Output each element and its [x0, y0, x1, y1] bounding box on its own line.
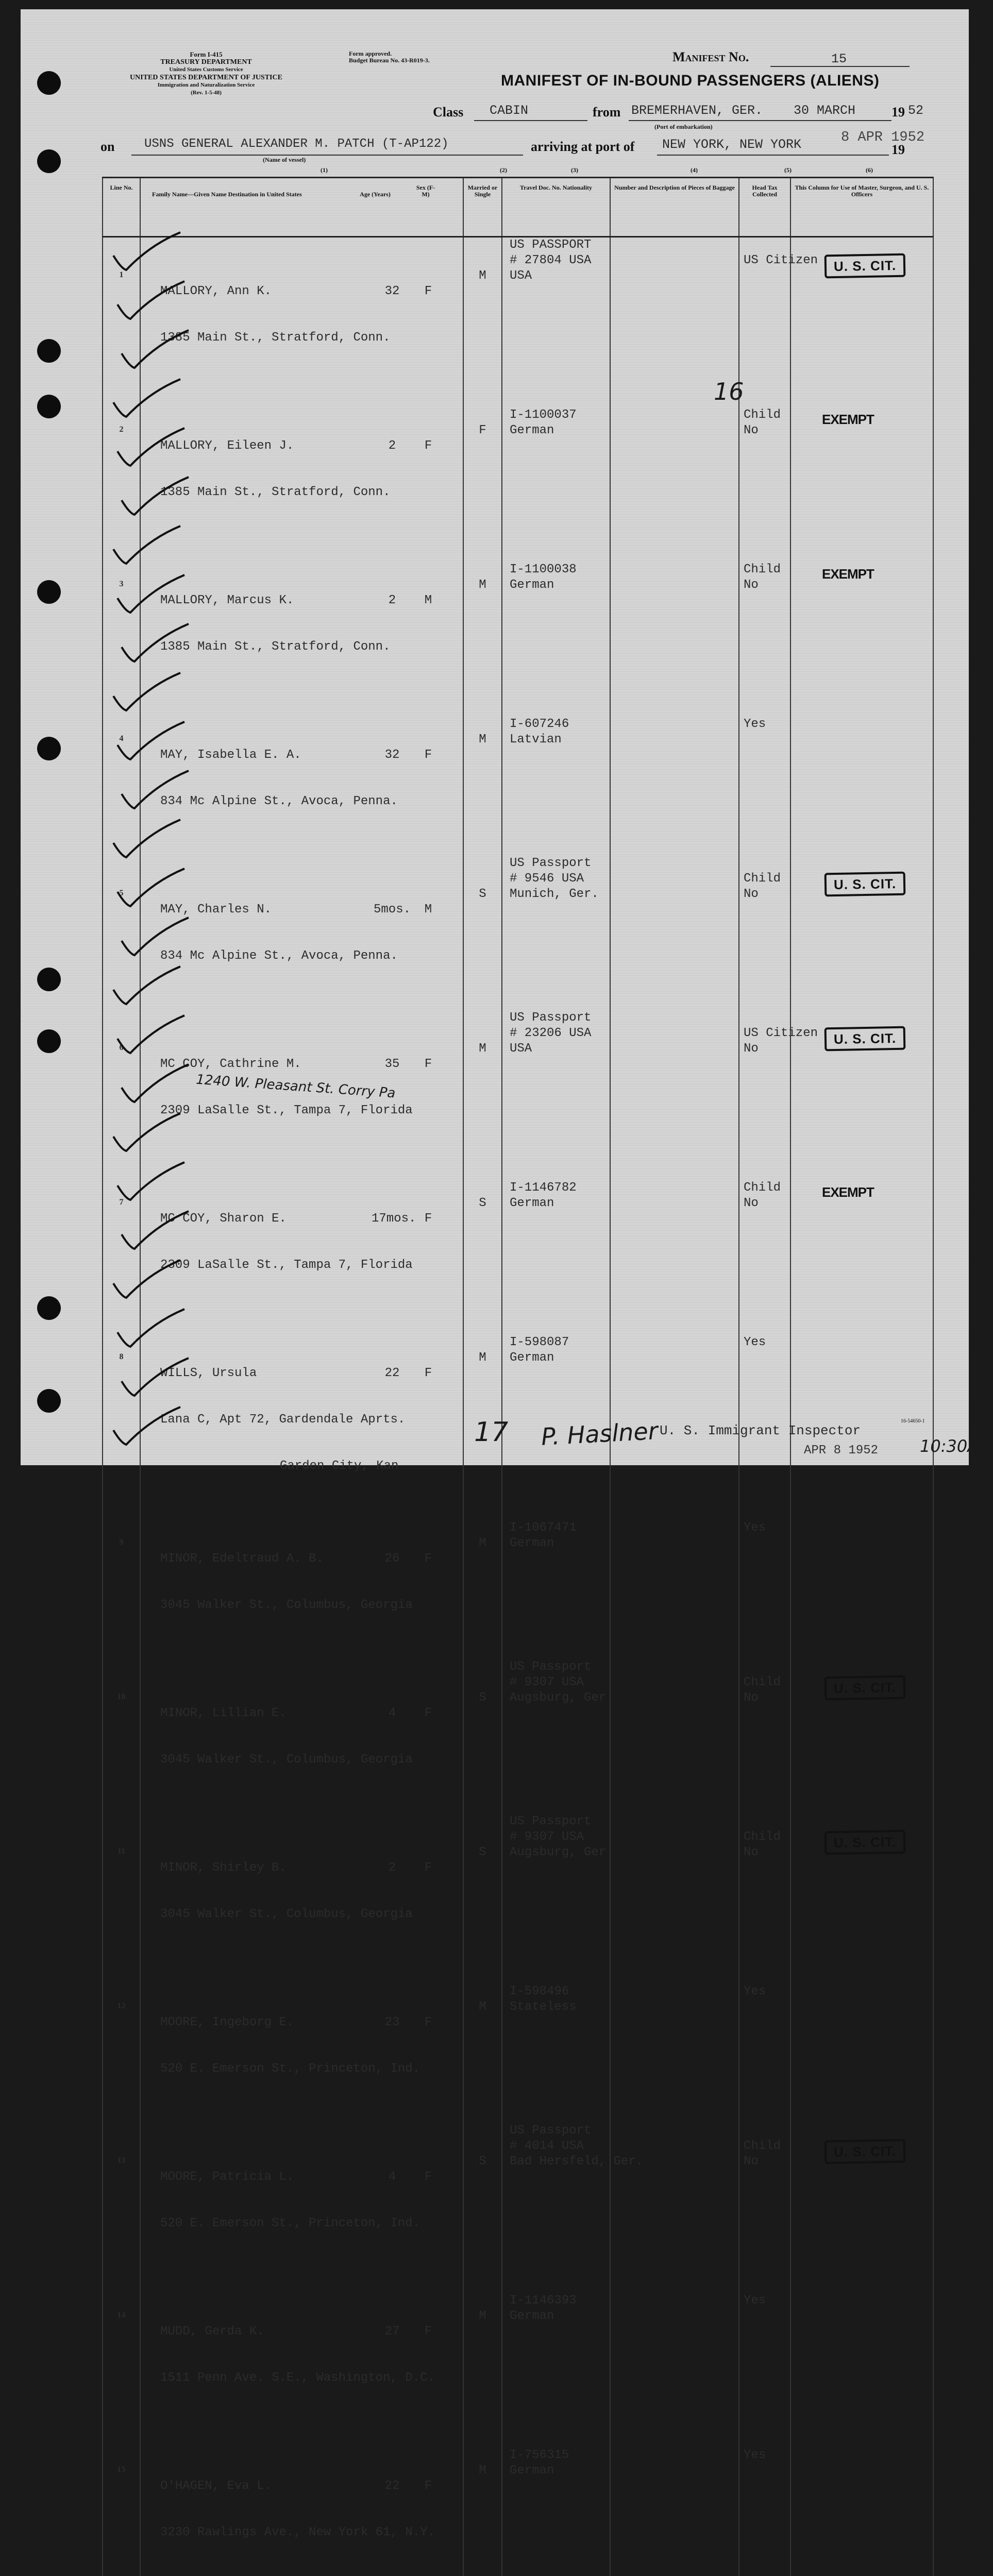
head-tax: Child No: [744, 563, 781, 592]
travel-document: US PASSPORT # 27804 USA USA: [510, 238, 592, 283]
marital-status: M: [479, 2309, 486, 2323]
check-mark: [117, 1309, 184, 1347]
travel-document: I-1146782 German: [510, 1181, 577, 1210]
us-citizen-stamp: U. S. CIT.: [824, 1675, 906, 1701]
passenger-age: 27: [384, 2325, 400, 2338]
passenger-sex: F: [424, 2479, 432, 2493]
year-prefix-2: 19: [891, 142, 905, 157]
check-mark: [113, 820, 180, 857]
line-number: 3: [119, 580, 124, 588]
passenger-age: 22: [384, 2479, 400, 2493]
head-tax: Child No: [744, 1181, 781, 1210]
passenger-sex: M: [424, 594, 432, 607]
passenger-destination: Lana C, Apt 72, Gardendale Aprts.: [160, 1413, 406, 1427]
marital-status: M: [479, 2000, 486, 2014]
check-mark: [122, 624, 189, 662]
check-mark: [117, 281, 184, 319]
line-number: 13: [117, 2156, 126, 2165]
form-number: Form I-415: [190, 50, 223, 58]
marital-status: M: [479, 2464, 486, 2478]
col-header-tax: Head Tax Collected: [739, 178, 790, 237]
head-tax: Child No: [744, 1675, 781, 1705]
passenger-name: MINOR, Shirley B.: [160, 1861, 287, 1875]
check-mark: [113, 1407, 180, 1445]
line-number: 8: [119, 1352, 124, 1361]
table-row: [103, 1814, 933, 1969]
passenger-sex: F: [424, 2170, 432, 2184]
passenger-sex: F: [424, 284, 432, 298]
check-mark: [122, 330, 189, 368]
head-tax: US Citizen No: [744, 1026, 818, 1056]
passenger-destination: 3045 Walker St., Columbus, Georgia: [160, 1598, 413, 1612]
table-row: [103, 1659, 933, 1814]
passenger-sex: F: [424, 1552, 432, 1566]
us-citizen-stamp: U. S. CIT.: [824, 872, 906, 897]
passenger-age: 22: [384, 1366, 400, 1380]
revision-date: (Rev. 1-5-48): [191, 90, 222, 96]
passenger-destination: 3230 Rawlings Ave., New York 61, N.Y.: [160, 2526, 435, 2539]
line-number: 14: [117, 2311, 126, 2319]
check-mark: [122, 1064, 189, 1102]
line-number: 12: [117, 2002, 126, 2010]
check-mark: [122, 1211, 189, 1249]
table-row: [103, 2123, 933, 2278]
justice-department: UNITED STATES DEPARTMENT OF JUSTICE: [130, 74, 282, 81]
customs-service: United States Customs Service: [169, 66, 243, 73]
class-value: CABIN: [490, 103, 529, 118]
head-tax: Yes: [744, 1985, 766, 1998]
arriving-label: arriving at port of: [531, 139, 635, 154]
class-label: Class: [433, 105, 464, 120]
line-number: 11: [117, 1847, 126, 1856]
officer-column: [791, 2278, 933, 2326]
passenger-age: 2: [388, 439, 396, 453]
manifest-no-label: Manifest No.: [672, 49, 749, 64]
footer-time: 10:30AM: [920, 1436, 993, 1456]
marital-status: M: [479, 1351, 486, 1365]
line-number: 2: [119, 425, 124, 434]
head-tax: Child No: [744, 2139, 781, 2168]
officer-column: [791, 2123, 933, 2171]
officer-column: [791, 2432, 933, 2480]
passenger-destination: 1385 Main St., Stratford, Conn.: [160, 640, 391, 654]
head-tax: Yes: [744, 2448, 766, 2462]
travel-document: I-607246 Latvian: [510, 717, 569, 747]
from-label: from: [593, 105, 621, 120]
col-header-baggage: Number and Description of Pieces of Baggage: [610, 178, 739, 237]
officer-column: [791, 1505, 933, 1553]
travel-document: US Passport # 9307 USA Augsburg, Ger.: [510, 1660, 614, 1705]
manifest-no-value: 15: [831, 52, 847, 66]
travel-document: US Passport # 9546 USA Munich, Ger.: [510, 856, 599, 901]
col-header-officers: This Column for Use of Master, Surgeon, and U. S. Officers: [790, 178, 933, 237]
from-value: BREMERHAVEN, GER.: [631, 103, 763, 118]
passenger-destination: 834 Mc Alpine St., Avoca, Penna.: [160, 794, 398, 808]
col-num-2: (2): [500, 166, 507, 174]
immigration-service: Immigration and Naturalization Service: [157, 82, 255, 88]
us-citizen-stamp: U. S. CIT.: [824, 253, 906, 279]
check-mark: [117, 575, 184, 613]
footer-date-stamp: APR 8 1952: [804, 1444, 879, 1458]
head-tax: Child No: [744, 408, 781, 437]
passenger-sex: F: [424, 2015, 432, 2029]
passenger-sex: F: [424, 1706, 432, 1720]
check-mark: [113, 526, 180, 564]
line-number: 6: [119, 1043, 124, 1052]
check-mark: [122, 918, 189, 955]
col-header-sex: Sex (F-M): [416, 184, 435, 198]
passenger-name: MOORE, Ingeborg E.: [160, 2015, 294, 2029]
passenger-destination: 520 E. Emerson St., Princeton, Ind.: [160, 2216, 420, 2230]
passenger-age: 5mos.: [373, 903, 411, 917]
passenger-name: MALLORY, Eileen J.: [160, 439, 294, 453]
marital-status: S: [479, 887, 486, 901]
passenger-sex: F: [424, 1861, 432, 1875]
col-header-travel: Travel Doc. No. Nationality: [502, 178, 610, 237]
passenger-destination: 520 E. Emerson St., Princeton, Ind.: [160, 2062, 420, 2076]
passenger-age: 17mos.: [372, 1212, 416, 1226]
line-number: 5: [119, 889, 124, 897]
check-mark: [117, 1015, 184, 1053]
passenger-sex: M: [424, 903, 432, 917]
passenger-name: MOORE, Patricia L.: [160, 2170, 294, 2184]
passenger-destination: 1385 Main St., Stratford, Conn.: [160, 485, 391, 499]
passenger-name: MINOR, Edeltraud A. B.: [160, 1552, 324, 1566]
marital-status: M: [479, 578, 486, 592]
treasury-department: TREASURY DEPARTMENT: [160, 58, 252, 66]
passenger-destination: 2309 LaSalle St., Tampa 7, Florida: [160, 1258, 413, 1272]
passenger-sex: F: [424, 2325, 432, 2338]
marital-status: M: [479, 269, 486, 283]
travel-document: US Passport # 4014 USA Bad Hersfeld, Ger.: [510, 2124, 644, 2168]
line-number: 4: [119, 734, 124, 743]
handwritten-address: 1240 W. Pleasant St. Corry Pa: [195, 1072, 396, 1101]
head-tax: US Citizen: [744, 253, 818, 267]
marital-status: S: [479, 1196, 486, 1210]
check-mark: [113, 379, 180, 417]
passenger-age: 35: [384, 1057, 400, 1071]
check-mark: [113, 673, 180, 710]
marital-status: S: [479, 1691, 486, 1705]
passenger-destination: 1511 Penn Ave. S.E., Washington, D.C.: [160, 2371, 435, 2385]
passenger-sex: F: [424, 1057, 432, 1071]
line-number: 7: [119, 1198, 124, 1207]
travel-document: US Passport # 9307 USA Augsburg, Ger.: [510, 1815, 614, 1859]
passenger-age: 2: [388, 1861, 396, 1875]
travel-document: I-1100038 German: [510, 563, 577, 592]
officer-column: [791, 1969, 933, 2016]
manifest-page: [21, 9, 993, 2539]
head-tax: Yes: [744, 717, 766, 731]
marital-status: S: [479, 1845, 486, 1859]
col-num-4: (4): [691, 166, 698, 174]
travel-document: I-1067471 German: [510, 1521, 577, 1550]
col-header-name-text: Family Name—Given Name Destination in United States: [152, 191, 302, 198]
port-caption: (Port of embarkation): [654, 123, 713, 130]
check-mark: [122, 771, 189, 808]
form-approved: Form approved.: [349, 50, 392, 57]
line-number: 15: [117, 2465, 126, 2474]
line-number: 1: [119, 270, 124, 279]
baggage-count-handwritten: 16: [714, 378, 744, 405]
exempt-stamp: EXEMPT: [822, 566, 874, 582]
passenger-destination: 1385 Main St., Stratford, Conn.: [160, 331, 391, 345]
passenger-name: WILLS, Ursula: [160, 1366, 257, 1380]
col-header-line: Line No.: [103, 178, 140, 237]
us-citizen-stamp: U. S. CIT.: [824, 2139, 906, 2164]
col-num-1: (1): [321, 166, 328, 174]
table-row: [103, 1505, 933, 1659]
travel-document: US Passport # 23206 USA USA: [510, 1011, 592, 1056]
passenger-age: 32: [384, 284, 400, 298]
passenger-destination: 2309 LaSalle St., Tampa 7, Florida: [160, 1104, 413, 1117]
arrival-date-stamp: 8 APR 1952: [841, 130, 925, 145]
passenger-age: 32: [384, 748, 400, 762]
check-mark: [113, 1113, 180, 1151]
marital-status: M: [479, 1042, 486, 1056]
col-num-5: (5): [784, 166, 792, 174]
head-tax: Yes: [744, 1521, 766, 1535]
head-tax: Child No: [744, 872, 781, 901]
marital-status: F: [479, 423, 486, 437]
budget-bureau: Budget Bureau No. 43-R019-3.: [349, 57, 430, 64]
line-number: 10: [117, 1692, 126, 1701]
officer-column: [791, 1659, 933, 1707]
passenger-destination-2: Garden City, Kan: [280, 1459, 399, 1473]
passenger-sex: F: [424, 1366, 432, 1380]
check-mark: [122, 1358, 189, 1396]
passenger-name: MINOR, Lillian E.: [160, 1706, 287, 1720]
check-mark: [117, 869, 184, 906]
travel-document: I-756315 German: [510, 2448, 569, 2478]
check-mark: [117, 1162, 184, 1200]
head-tax: Child No: [744, 1830, 781, 1859]
passenger-name: MAY, Isabella E. A.: [160, 748, 301, 762]
passenger-destination: 834 Mc Alpine St., Avoca, Penna.: [160, 949, 398, 963]
year-prefix: 19: [891, 105, 905, 120]
passenger-age: 4: [388, 1706, 396, 1720]
marital-status: M: [479, 733, 486, 747]
line-number: 9: [119, 1538, 124, 1547]
inspector-title: U. S. Immigrant Inspector: [660, 1423, 861, 1438]
check-mark: [113, 1260, 180, 1298]
passenger-destination: 3045 Walker St., Columbus, Georgia: [160, 1753, 413, 1767]
passenger-name: MC COY, Sharon E.: [160, 1212, 287, 1226]
vessel-caption: (Name of vessel): [263, 156, 306, 163]
manifest-title: MANIFEST OF IN-BOUND PASSENGERS (ALIENS): [501, 72, 880, 89]
exempt-stamp: EXEMPT: [822, 412, 874, 427]
col-header-married: Married or Single: [463, 178, 502, 237]
marital-status: S: [479, 2155, 486, 2168]
table-row: [103, 1969, 933, 2123]
exempt-stamp: EXEMPT: [822, 1184, 874, 1200]
travel-document: I-598087 German: [510, 1335, 569, 1365]
us-citizen-stamp: U. S. CIT.: [824, 1026, 906, 1052]
passenger-name: MC COY, Cathrine M.: [160, 1057, 301, 1071]
passenger-destination: 3045 Walker St., Columbus, Georgia: [160, 1907, 413, 1921]
check-marks-layer: [21, 9, 969, 1465]
year-value: 52: [908, 103, 924, 118]
col-num-3: (3): [571, 166, 578, 174]
head-tax: Yes: [744, 2294, 766, 2308]
passenger-age: 23: [384, 2015, 400, 2029]
check-mark: [113, 967, 180, 1004]
us-citizen-stamp: U. S. CIT.: [824, 1830, 906, 1855]
table-row: [103, 2432, 933, 2576]
departure-date: 30 MARCH: [794, 103, 856, 118]
passenger-age: 26: [384, 1552, 400, 1566]
check-mark: [117, 428, 184, 466]
print-code: 16-54650-1: [901, 1418, 925, 1424]
footer-count: 17: [474, 1417, 509, 1448]
officer-column: [791, 1814, 933, 1862]
travel-document: I-598496 Stateless: [510, 1985, 577, 2014]
check-mark: [113, 232, 180, 270]
passenger-name: MALLORY, Marcus K.: [160, 594, 294, 607]
col-header-age: Age (Years): [360, 191, 391, 198]
passenger-name: MAY, Charles N.: [160, 903, 272, 917]
passenger-age: 2: [388, 594, 396, 607]
arrival-port: NEW YORK, NEW YORK: [662, 137, 802, 152]
col-num-6: (6): [866, 166, 873, 174]
travel-document: I-1100037 German: [510, 408, 577, 437]
passenger-name: MALLORY, Ann K.: [160, 284, 272, 298]
check-mark: [122, 477, 189, 515]
on-label: on: [100, 139, 115, 154]
passenger-sex: F: [424, 1212, 432, 1226]
passenger-age: 4: [388, 2170, 396, 2184]
inspector-signature: P. Haslner: [540, 1417, 659, 1451]
passenger-sex: F: [424, 748, 432, 762]
passenger-name: O'HAGEN, Eva L.: [160, 2479, 272, 2493]
passenger-name: MUDD, Gerda K.: [160, 2325, 264, 2338]
check-mark: [117, 722, 184, 759]
table-row: [103, 2278, 933, 2432]
travel-document: I-1146393 German: [510, 2294, 577, 2323]
head-tax: Yes: [744, 1335, 766, 1349]
passenger-sex: F: [424, 439, 432, 453]
vessel-name: USNS GENERAL ALEXANDER M. PATCH (T-AP122): [144, 137, 449, 151]
marital-status: M: [479, 1536, 486, 1550]
